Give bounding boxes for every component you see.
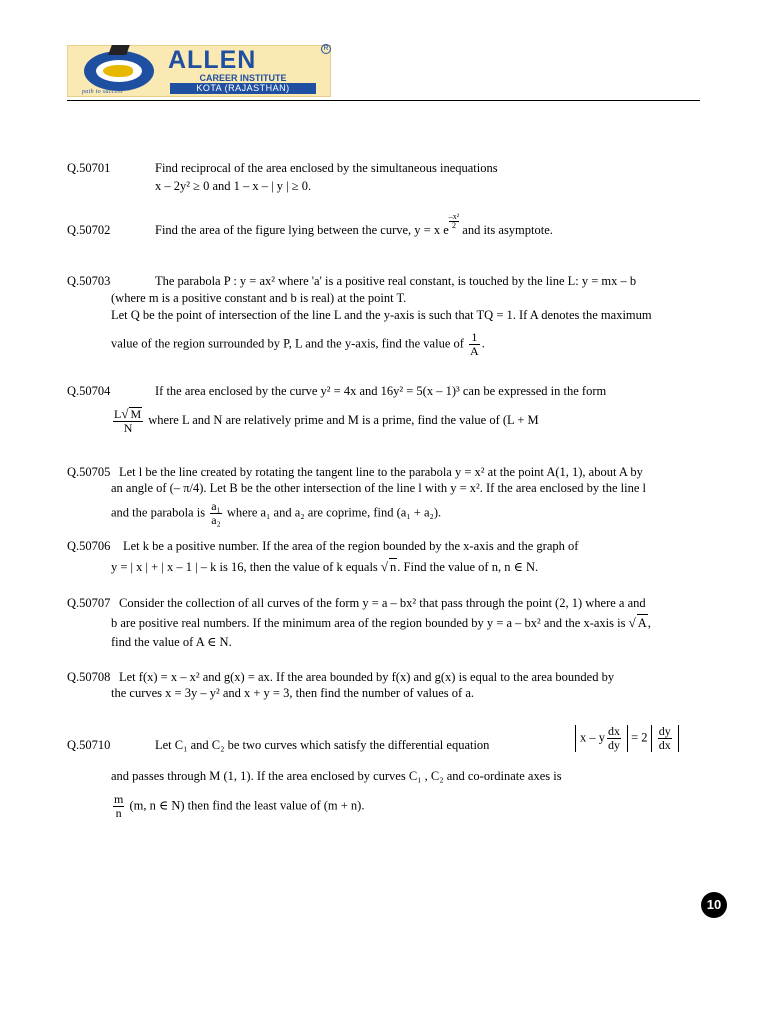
question-text: Let l be the line created by rotating the tangent line to the parabola y = x² at the point A(1, 1), about A by (119, 465, 643, 479)
question-text: and passes through M (1, 1). If the area enclosed by curves C₁ , C₂ and co-ordinate axes is (111, 769, 562, 783)
logo-title: ALLEN (168, 46, 257, 74)
question-text: Let f(x) = x – x² and g(x) = ax. If the area bounded by f(x) and g(x) is equal to the area bounded by (119, 670, 615, 684)
logo-location: KOTA (RAJASTHAN) (170, 83, 316, 94)
question-text-part: and its asymptote. (462, 223, 553, 237)
question-text: Let k be a positive number. If the area of the region bounded by the x-axis and the graph of (123, 539, 579, 553)
question-id: Q.50704 (67, 384, 111, 398)
question-text-part: where L and N are relatively prime and M is a prime, find the value of (L + M (148, 412, 539, 427)
question-text-part: value of the region surrounded by P, L and the y-axis, find the value of (111, 336, 464, 351)
question-text: b are positive real numbers. If the minimum area of the region bounded by y = a – bx² and the x-axis is √ A, (111, 615, 651, 630)
question-text: Find reciprocal of the area enclosed by the simultaneous inequations (155, 161, 498, 175)
exponent: $\frac{\text{–x²}}{2}$ (448, 212, 460, 230)
sqrt-argument: n (390, 560, 397, 574)
fraction: $\frac{L√ M}{N}$ (114, 406, 142, 435)
question-id: Q.50705 (67, 465, 111, 479)
question-text-part: , (647, 616, 651, 630)
page-number: 10 (701, 892, 727, 918)
question-text-part: (m, n ∈ N) then find the least value of (m + n). (129, 798, 365, 813)
question-id: Q.50703 (67, 274, 111, 288)
abs-bracket: x – y $\frac{dx}{dy}$ (575, 725, 628, 752)
question-text: find the value of A ∈ N. (111, 635, 232, 649)
sqrt-argument: A (637, 616, 647, 630)
question-text-part: y = | x | + | x – 1 | – k is 16, then the value of k equals (111, 560, 378, 574)
question-text-part: . Find the value of n, n ∈ N. (397, 560, 539, 574)
fraction: $\frac{\text{a₁}}{\text{a₂}}$ (211, 499, 221, 527)
question-text: an angle of (– π/4). Let B be the other intersection of the line l with y = x². If the area enclosed by the line l (111, 481, 646, 495)
question-text: The parabola P : y = ax² where 'a' is a positive real constant, is touched by the line L: y = mx – b (155, 274, 637, 288)
allen-logo (67, 45, 331, 97)
differential-equation: x – y $\frac{dx}{dy}$ = 2 $\frac{dy}{dx}$ (575, 725, 679, 752)
question-id: Q.50701 (67, 161, 111, 175)
fraction: $\frac{1}{A}$ (470, 330, 479, 358)
question-text: (where m is a positive constant and b is real) at the point T. (111, 291, 407, 305)
question-text (111, 407, 539, 435)
question-text: Let C₁ and C₂ be two curves which satisfy the differential equation (155, 738, 490, 752)
question-id: Q.50706 (67, 539, 111, 553)
logo-subtitle: CAREER INSTITUTE (199, 73, 287, 83)
question-text-part: Find the area of the figure lying between the curve, y = x e (155, 223, 449, 237)
question-text-part: and the parabola is (111, 505, 206, 520)
question-text: the curves x = 3y – y² and x + y = 3, then find the number of values of a. (111, 686, 475, 700)
question-text: value of the region surrounded by P, L and the y-axis, find the value of $\frac{1}{A}$ . (111, 330, 485, 358)
question-text (155, 212, 553, 239)
question-id: Q.50708 (67, 670, 111, 684)
question-text (111, 793, 364, 820)
fraction: $\frac{m}{n}$ (114, 792, 124, 820)
question-text: y = | x | + | x – 1 | – k is 16, then the value of k equals √ n. Find the value of n, n ∈ N. (111, 559, 539, 574)
question-text: Let Q be the point of intersection of the line L and the y-axis is such that TQ = 1. If A denotes the maximum (111, 308, 652, 322)
question-id: Q.50707 (67, 596, 111, 610)
exponent-numerator: x² (452, 212, 460, 221)
abs-bracket: $\frac{dy}{dx}$ (651, 725, 679, 752)
question-text-part: b are positive real numbers. If the minimum area of the region bounded by y = a – bx² and the x-axis is (111, 616, 626, 630)
header-rule (67, 100, 700, 101)
exponent-denominator: 2 (449, 221, 459, 230)
question-text: x – 2y² ≥ 0 and 1 – x – | y | ≥ 0. (155, 179, 312, 193)
logo-tagline: path to success (82, 89, 123, 95)
registered-mark-icon: R (321, 44, 331, 54)
question-text: If the area enclosed by the curve y² = 4x and 16y² = 5(x – 1)³ can be expressed in the form (155, 384, 607, 398)
question-text: Consider the collection of all curves of the form y = a – bx² that pass through the point (2, 1) where a and (119, 596, 646, 610)
question-id: Q.50702 (67, 223, 111, 237)
question-id: Q.50710 (67, 738, 111, 752)
question-text-part: where a₁ and a₂ are coprime, find (a₁ + a₂). (226, 505, 442, 520)
question-text (111, 500, 441, 527)
